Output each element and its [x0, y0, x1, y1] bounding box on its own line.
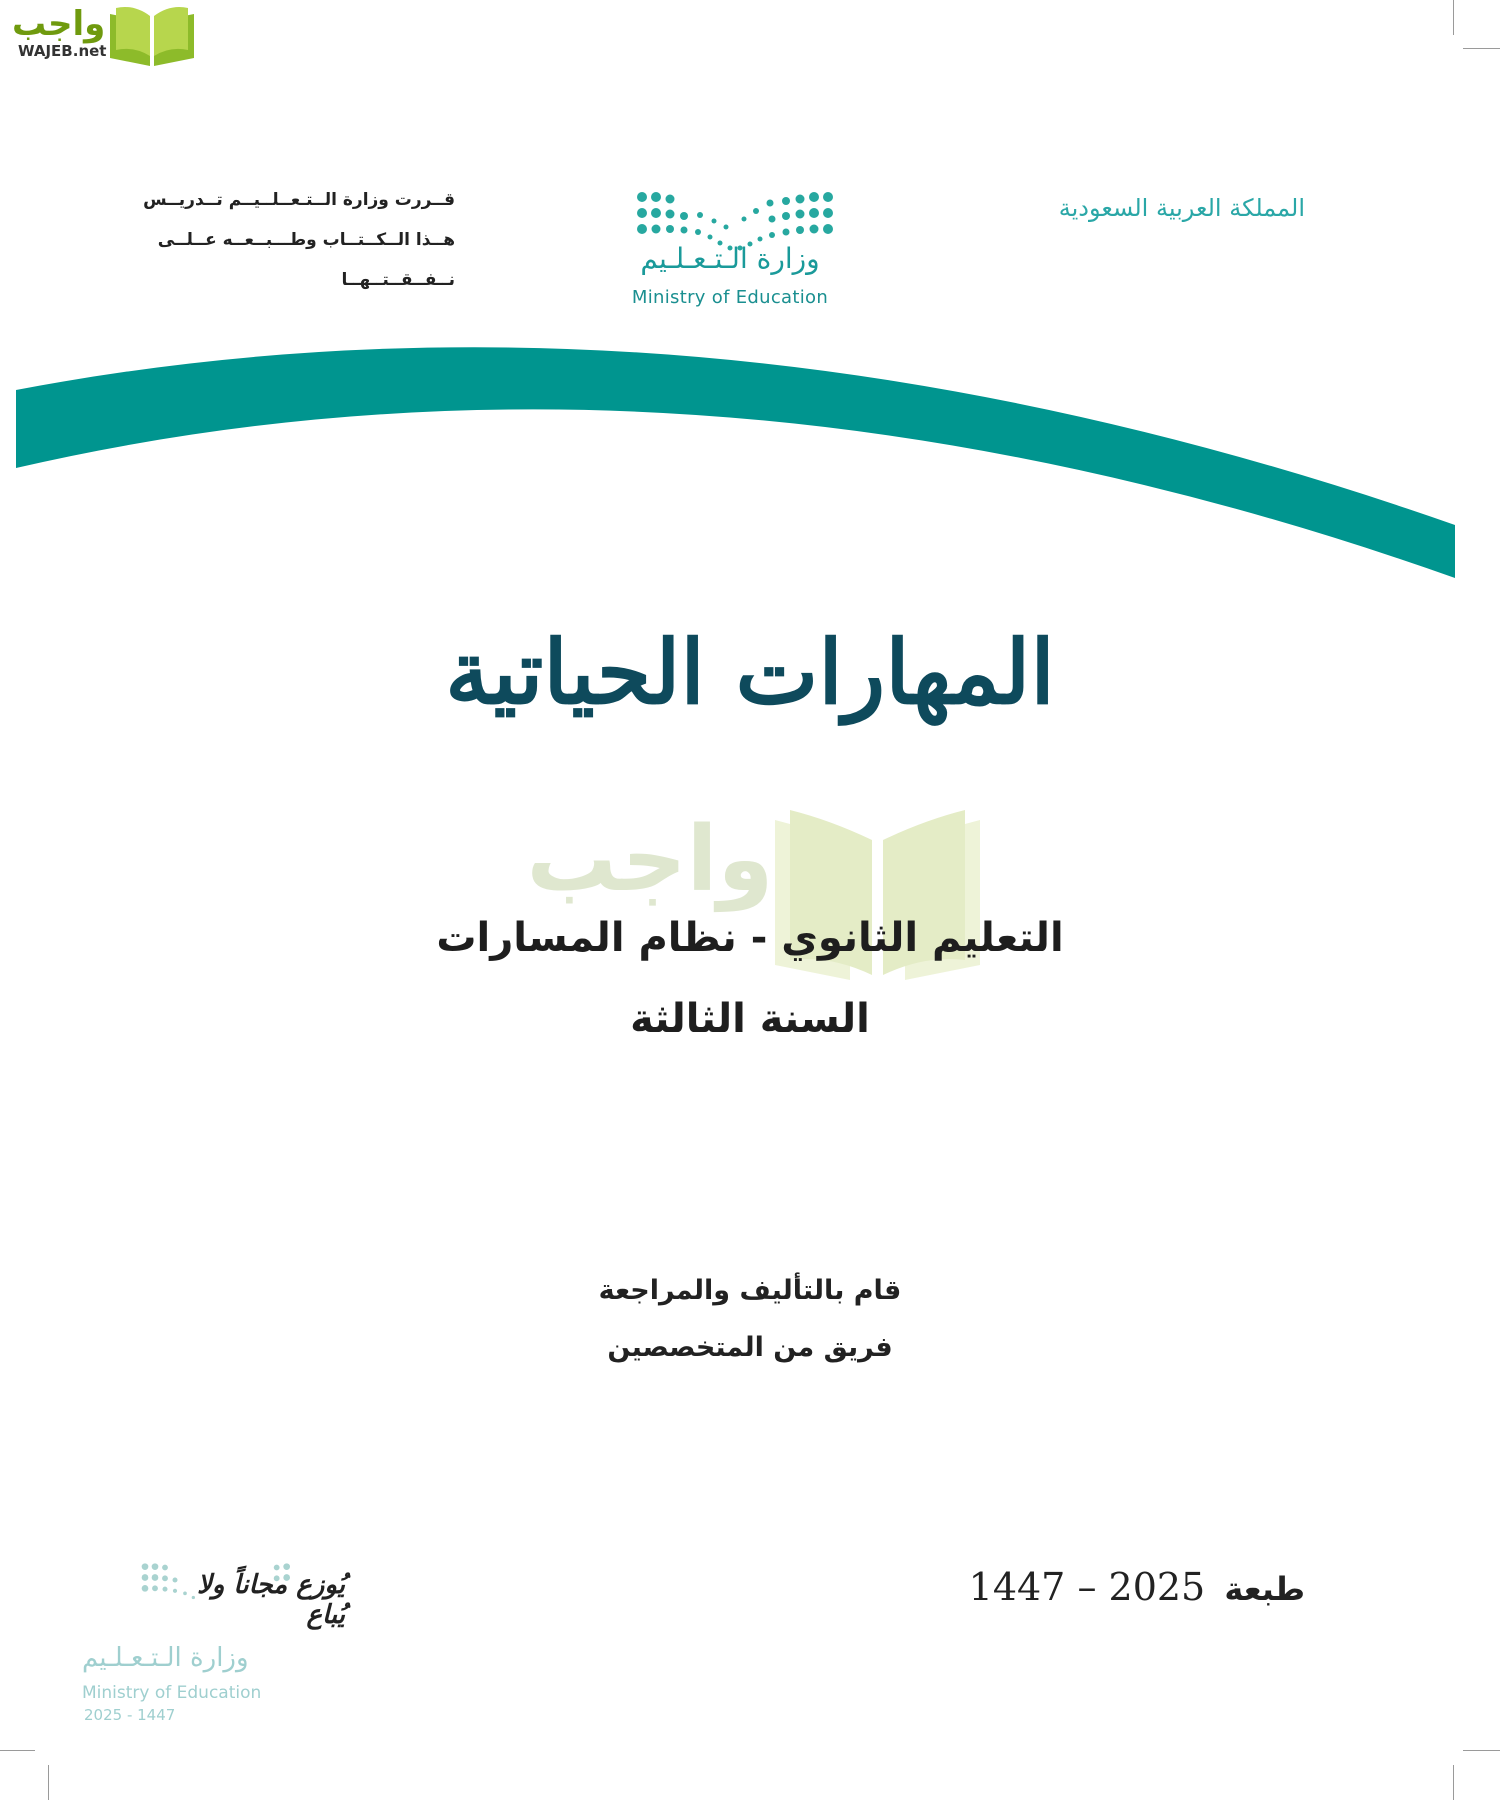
- credits-line-2: فريق من المتخصصين: [607, 1332, 893, 1363]
- approval-line-1: قــررت وزارة الــتـعــلــيــم تــدريــس: [143, 190, 455, 210]
- footer-ministry-english: Ministry of Education: [82, 1683, 262, 1703]
- crop-mark: [1463, 48, 1500, 49]
- credits-line-1: قام بالتأليف والمراجعة: [598, 1275, 902, 1306]
- book-title: المهارات الحياتية: [445, 620, 1055, 724]
- wajeb-watermark: [500, 810, 1020, 1000]
- crop-mark: [1453, 1765, 1454, 1800]
- svg-text:واجب: واجب: [526, 810, 774, 912]
- crop-mark: [1453, 0, 1454, 35]
- wajeb-logo[interactable]: [8, 4, 198, 68]
- ministry-name-english: Ministry of Education: [631, 287, 829, 308]
- teal-swoosh-band: [0, 320, 1500, 590]
- education-level: التعليم الثانوي - نظام المسارات: [436, 915, 1064, 961]
- open-book-icon: [106, 4, 198, 66]
- kingdom-name: المملكة العربية السعودية: [1058, 194, 1305, 222]
- edition-years: 1447 – 2025: [968, 1565, 1206, 1609]
- edition-info: [845, 1565, 1305, 1609]
- crop-mark: [48, 1765, 49, 1800]
- footer-years: 2025 - 1447: [84, 1706, 176, 1724]
- crop-mark: [1463, 1750, 1500, 1751]
- approval-line-2: هــذا الــكــتــاب وطـــبــعــه عــلــى نــفــقــتــهــا: [157, 230, 455, 290]
- crop-mark: [0, 1750, 35, 1751]
- wajeb-logo-latin: WAJEB.net: [18, 42, 107, 60]
- ministry-dot-logo: [620, 150, 850, 310]
- school-year: السنة الثالثة: [630, 996, 870, 1042]
- wajeb-logo-arabic: واجب: [12, 4, 106, 44]
- footer-ministry-arabic: وزارة الـتـعـلـيم: [82, 1643, 249, 1673]
- free-distribution-note: يُوزع مجاناً ولا يُباع: [196, 1570, 345, 1630]
- edition-label: طبعة: [1224, 1570, 1305, 1608]
- ministry-name-arabic: وزارة الـتـعـلـيم: [640, 242, 820, 275]
- approval-statement: [135, 180, 455, 300]
